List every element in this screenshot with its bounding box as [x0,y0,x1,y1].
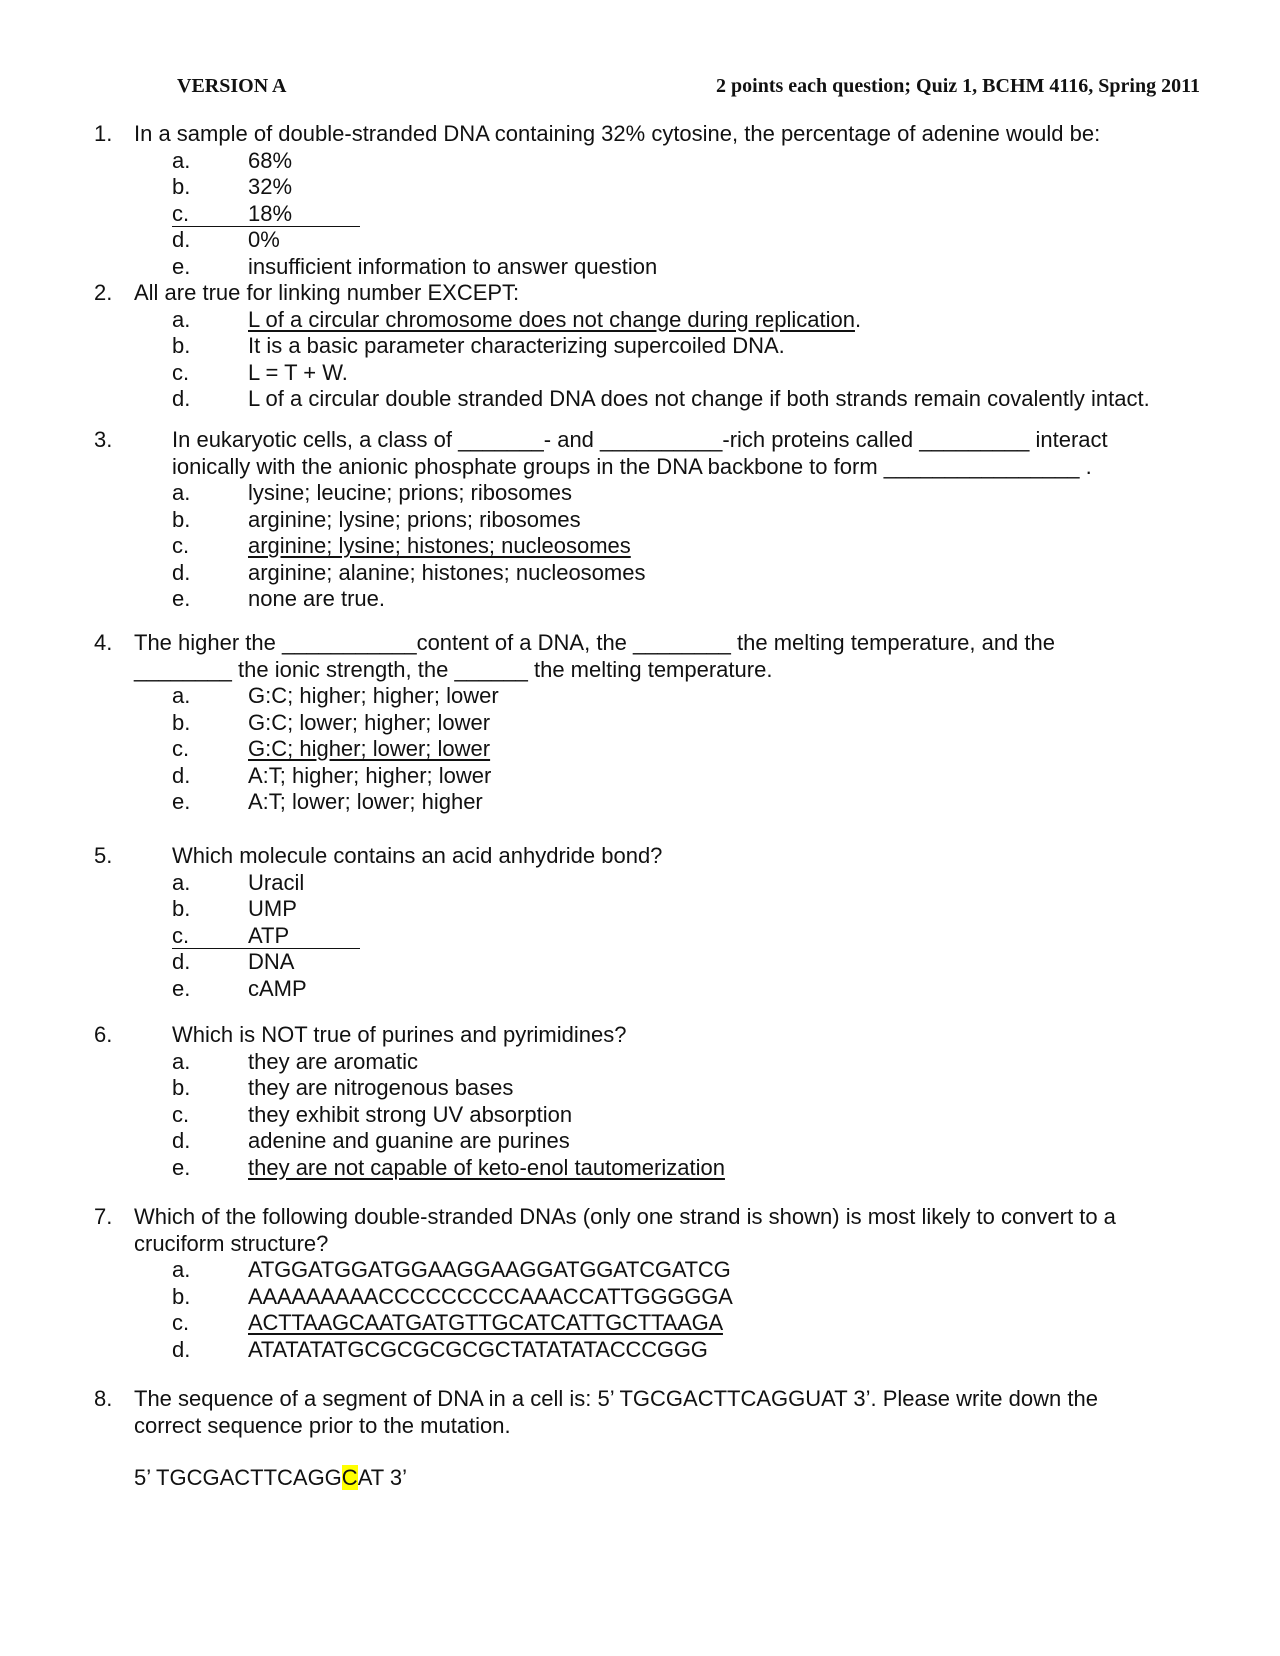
option-text-correct: L of a circular chromosome does not change during replication [248,306,855,332]
option-text: 0% [248,227,280,252]
option-letter: b. [172,333,191,358]
answer-sequence-end: AT 3’ [357,1465,408,1490]
option-text: they are nitrogenous bases [248,1075,514,1100]
option-suffix: . [854,306,862,332]
option-letter: e. [172,789,191,814]
question-number: 1. [94,121,113,146]
option-letter: e. [172,975,191,1001]
question-number: 5. [94,843,113,868]
option-letter: b. [172,896,191,921]
option-letter: c. [172,359,190,385]
option-text: 68% [248,147,293,173]
option-letter: d. [172,1336,191,1362]
option-text: UMP [248,896,297,921]
option-text: 32% [248,174,293,199]
quiz-info: 2 points each question; Quiz 1, BCHM 4116, Spring 2011 [716,75,1200,97]
question-2 [0,280,1280,413]
question-text: In a sample of double-stranded DNA containing 32% cytosine, the percentage of adenine would be: [134,121,1101,146]
option-text-correct: G:C; higher; lower; lower [248,736,491,761]
option-letter: e. [172,253,191,279]
option-letter: a. [172,1257,191,1282]
option-letter: b. [172,1075,191,1100]
option-letter: c. [172,1310,190,1335]
option-letter: b. [172,174,191,199]
option-text-correct: ATP [248,922,290,948]
option-text: adenine and guanine are purines [248,1128,570,1153]
question-5 [0,843,1280,1002]
option-letter: d. [172,559,191,585]
option-letter-correct: c. [172,200,190,226]
option-text: A:T; higher; higher; lower [248,762,492,788]
question-number: 7. [94,1204,113,1229]
option-letter: a. [172,869,191,895]
answer-sequence [134,1465,407,1492]
highlighted-base: C [341,1465,358,1490]
question-number: 2. [94,280,113,305]
option-text: cAMP [248,975,307,1001]
question-3 [0,427,1280,613]
option-text: insufficient information to answer question [248,253,658,279]
option-text: arginine; alanine; histones; nucleosomes [248,559,646,585]
option-letter: c. [172,736,190,761]
option-letter: a. [172,683,191,708]
option-letter: a. [172,1048,191,1074]
option-text: G:C; lower; higher; lower [248,709,491,735]
option-letter: a. [172,480,191,505]
option-letter: b. [172,1283,191,1309]
option-letter: d. [172,1128,191,1153]
version-label: VERSION A [177,75,287,97]
option-text: they exhibit strong UV absorption [248,1101,573,1127]
option-letter: d. [172,949,191,974]
question-number: 3. [94,427,113,452]
option-letter: a. [172,306,191,332]
answer-sequence-start: 5’ TGCGACTTCAGG [134,1465,342,1490]
option-letter: c. [172,533,190,558]
option-letter: a. [172,147,191,173]
question-number: 8. [94,1386,113,1411]
option-text: L = T + W. [248,359,348,385]
question-6 [0,1022,1280,1181]
option-text: they are aromatic [248,1048,418,1074]
option-letter: d. [172,762,191,788]
question-text-line-1: Which of the following double-stranded DNAs (only one strand is shown) is most likely to convert to a [134,1204,1116,1229]
question-text-line-2: correct sequence prior to the mutation. [134,1412,511,1438]
option-letter: e. [172,1154,191,1180]
option-text: lysine; leucine; prions; ribosomes [248,480,573,505]
option-text: It is a basic parameter characterizing supercoiled DNA. [248,333,785,358]
option-text: G:C; higher; higher; lower [248,683,499,708]
option-text-correct: 18% [248,200,293,226]
question-text: Which is NOT true of purines and pyrimidines? [172,1022,627,1047]
question-text-line-1: In eukaryotic cells, a class of _______- and __________-rich proteins called _________ interact [172,427,1108,452]
question-7 [0,1204,1280,1363]
option-text: AAAAAAAAACCCCCCCCCAAACCATTGGGGGA [248,1283,733,1309]
option-text: L of a circular double stranded DNA does not change if both strands remain covalently intact. [248,386,1150,411]
option-letter-correct: c. [172,922,190,948]
question-text: Which molecule contains an acid anhydride bond? [172,843,663,868]
option-text-correct: arginine; lysine; histones; nucleosomes [248,533,631,558]
option-text: ATGGATGGATGGAAGGAAGGATGGATCGATCG [248,1257,731,1282]
question-4 [0,630,1280,816]
option-text-correct: ACTTAAGCAATGATGTTGCATCATTGCTTAAGA [248,1310,723,1335]
option-text: Uracil [248,869,305,895]
option-text: arginine; lysine; prions; ribosomes [248,506,581,532]
option-letter: d. [172,227,191,252]
option-letter: b. [172,709,191,735]
option-text-correct: they are not capable of keto-enol tautomerization [248,1154,725,1180]
option-text: A:T; lower; lower; higher [248,789,483,814]
option-text: none are true. [248,586,385,611]
question-text-line-2: ________ the ionic strength, the ______ the melting temperature. [134,656,773,682]
question-8 [0,1386,1280,1492]
question-text-line-2: ionically with the anionic phosphate groups in the DNA backbone to form ________________ . [172,453,1092,479]
question-1 [0,121,1280,280]
option-letter: c. [172,1101,190,1127]
option-text: DNA [248,949,295,974]
question-text-line-2: cruciform structure? [134,1230,329,1256]
option-letter: e. [172,586,191,611]
question-text-line-1: The higher the ___________content of a DNA, the ________ the melting temperature, and the [134,630,1055,655]
option-text: ATATATATGCGCGCGCGCTATATATACCCGGG [248,1336,708,1362]
question-number: 4. [94,630,113,655]
option-letter: b. [172,506,191,532]
question-text-line-1: The sequence of a segment of DNA in a cell is: 5’ TGCGACTTCAGGUAT 3’. Please write down the [134,1386,1098,1411]
question-number: 6. [94,1022,113,1047]
option-letter: d. [172,386,191,411]
question-text: All are true for linking number EXCEPT: [134,280,520,305]
